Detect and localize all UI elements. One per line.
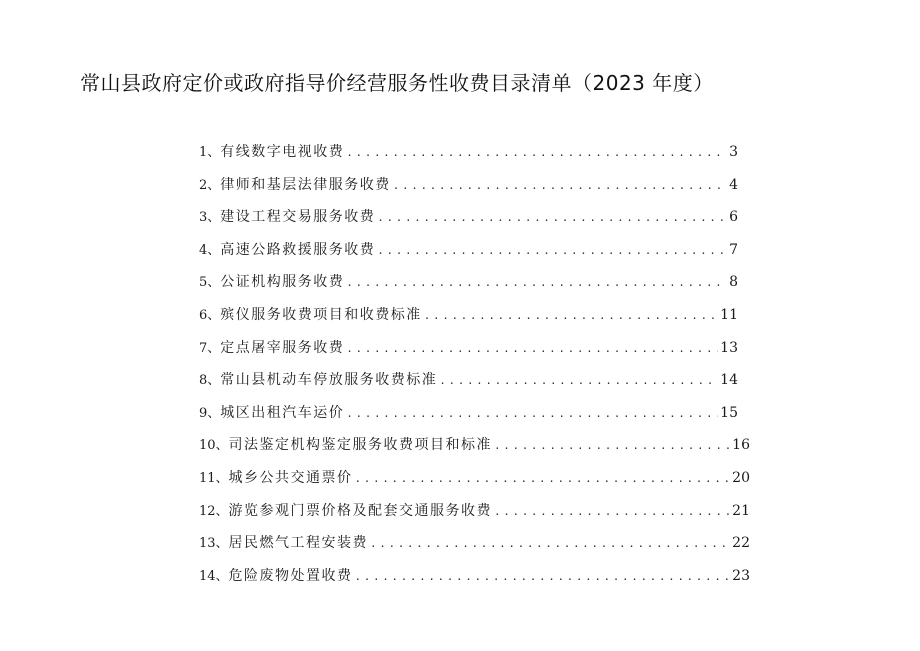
toc-entry-page: 6	[729, 209, 738, 226]
toc-entry-title: 有线数字电视收费	[220, 144, 345, 160]
toc-entry-number: 14、	[199, 568, 229, 584]
toc-entry-number: 11、	[199, 470, 229, 486]
toc-entry-number: 2、	[199, 177, 221, 193]
toc-entry[interactable]	[199, 337, 738, 370]
toc-dot-leader	[424, 305, 718, 327]
toc-entry-title: 司法鉴定机构鉴定服务收费项目和标准	[228, 437, 493, 454]
toc-dot-leader	[346, 338, 718, 360]
toc-entry[interactable]	[199, 532, 750, 565]
toc-entry-number: 12、	[199, 503, 229, 519]
toc-entry-title: 殡仪服务收费项目和收费标准	[220, 306, 422, 323]
page-title: 常山县政府定价或政府指导价经营服务性收费目录清单（2023 年度）	[80, 71, 714, 95]
toc-entry[interactable]	[199, 174, 738, 207]
toc-entry-title: 建设工程交易服务收费	[220, 209, 376, 226]
toc-entry-title: 危险废物处置收费	[228, 567, 353, 584]
toc-entry[interactable]	[199, 369, 738, 402]
toc-entry-title: 律师和基层法律服务收费	[220, 176, 391, 193]
toc-entry-page: 23	[732, 567, 750, 584]
toc-entry[interactable]	[199, 500, 750, 533]
toc-entry-number: 1、	[199, 145, 221, 160]
toc-entry-title: 高速公路救援服务收费	[220, 241, 376, 258]
toc-entry-page: 21	[732, 502, 750, 519]
toc-entry-title: 常山县机动车停放服务收费标准	[220, 372, 438, 389]
toc-dot-leader	[346, 142, 727, 164]
toc-entry-number: 4、	[199, 242, 221, 258]
toc-entry-page: 15	[720, 404, 738, 421]
toc-entry-number: 3、	[199, 210, 221, 226]
toc-entry-title: 定点屠宰服务收费	[220, 339, 345, 356]
toc-entry-page: 4	[729, 176, 738, 193]
toc-entry-page: 14	[720, 372, 738, 389]
toc-entry-number: 9、	[199, 405, 221, 421]
toc-entry-page: 13	[720, 339, 738, 356]
toc-entry-page: 7	[729, 241, 738, 258]
table-of-contents	[199, 141, 759, 597]
toc-entry[interactable]	[199, 434, 750, 467]
toc-entry-page: 11	[720, 306, 738, 323]
toc-entry-page: 22	[732, 535, 750, 552]
toc-dot-leader	[370, 533, 730, 555]
toc-entry-number: 10、	[199, 438, 229, 454]
toc-dot-leader	[355, 468, 731, 490]
toc-dot-leader	[377, 240, 727, 262]
toc-dot-leader	[494, 501, 730, 523]
toc-entry[interactable]	[199, 467, 750, 500]
toc-entry[interactable]	[199, 402, 738, 435]
toc-entry-title: 城乡公共交通票价	[228, 469, 353, 486]
toc-entry-title: 公证机构服务收费	[220, 274, 345, 291]
toc-entry-number: 13、	[199, 536, 229, 552]
toc-dot-leader	[346, 272, 727, 294]
toc-entry-number: 7、	[199, 340, 221, 356]
toc-entry[interactable]	[199, 141, 738, 174]
toc-entry-title: 居民燃气工程安装费	[228, 535, 369, 552]
toc-entry[interactable]	[199, 206, 738, 239]
toc-dot-leader	[377, 207, 727, 229]
toc-dot-leader	[346, 403, 718, 425]
toc-entry[interactable]	[199, 271, 738, 304]
toc-entry-page: 3	[729, 144, 738, 160]
toc-dot-leader	[494, 435, 730, 457]
toc-entry-number: 5、	[199, 275, 221, 291]
toc-entry[interactable]	[199, 239, 738, 272]
toc-entry[interactable]	[199, 304, 738, 337]
toc-entry-page: 8	[729, 274, 738, 291]
toc-entry-page: 16	[732, 437, 750, 454]
toc-dot-leader	[393, 175, 727, 197]
toc-dot-leader	[439, 370, 718, 392]
toc-entry-number: 6、	[199, 307, 221, 323]
toc-entry[interactable]	[199, 565, 750, 598]
toc-dot-leader	[355, 566, 731, 588]
toc-entry-number: 8、	[199, 373, 221, 389]
toc-entry-title: 城区出租汽车运价	[220, 404, 345, 421]
toc-entry-title: 游览参观门票价格及配套交通服务收费	[228, 502, 493, 519]
toc-entry-page: 20	[732, 469, 750, 486]
